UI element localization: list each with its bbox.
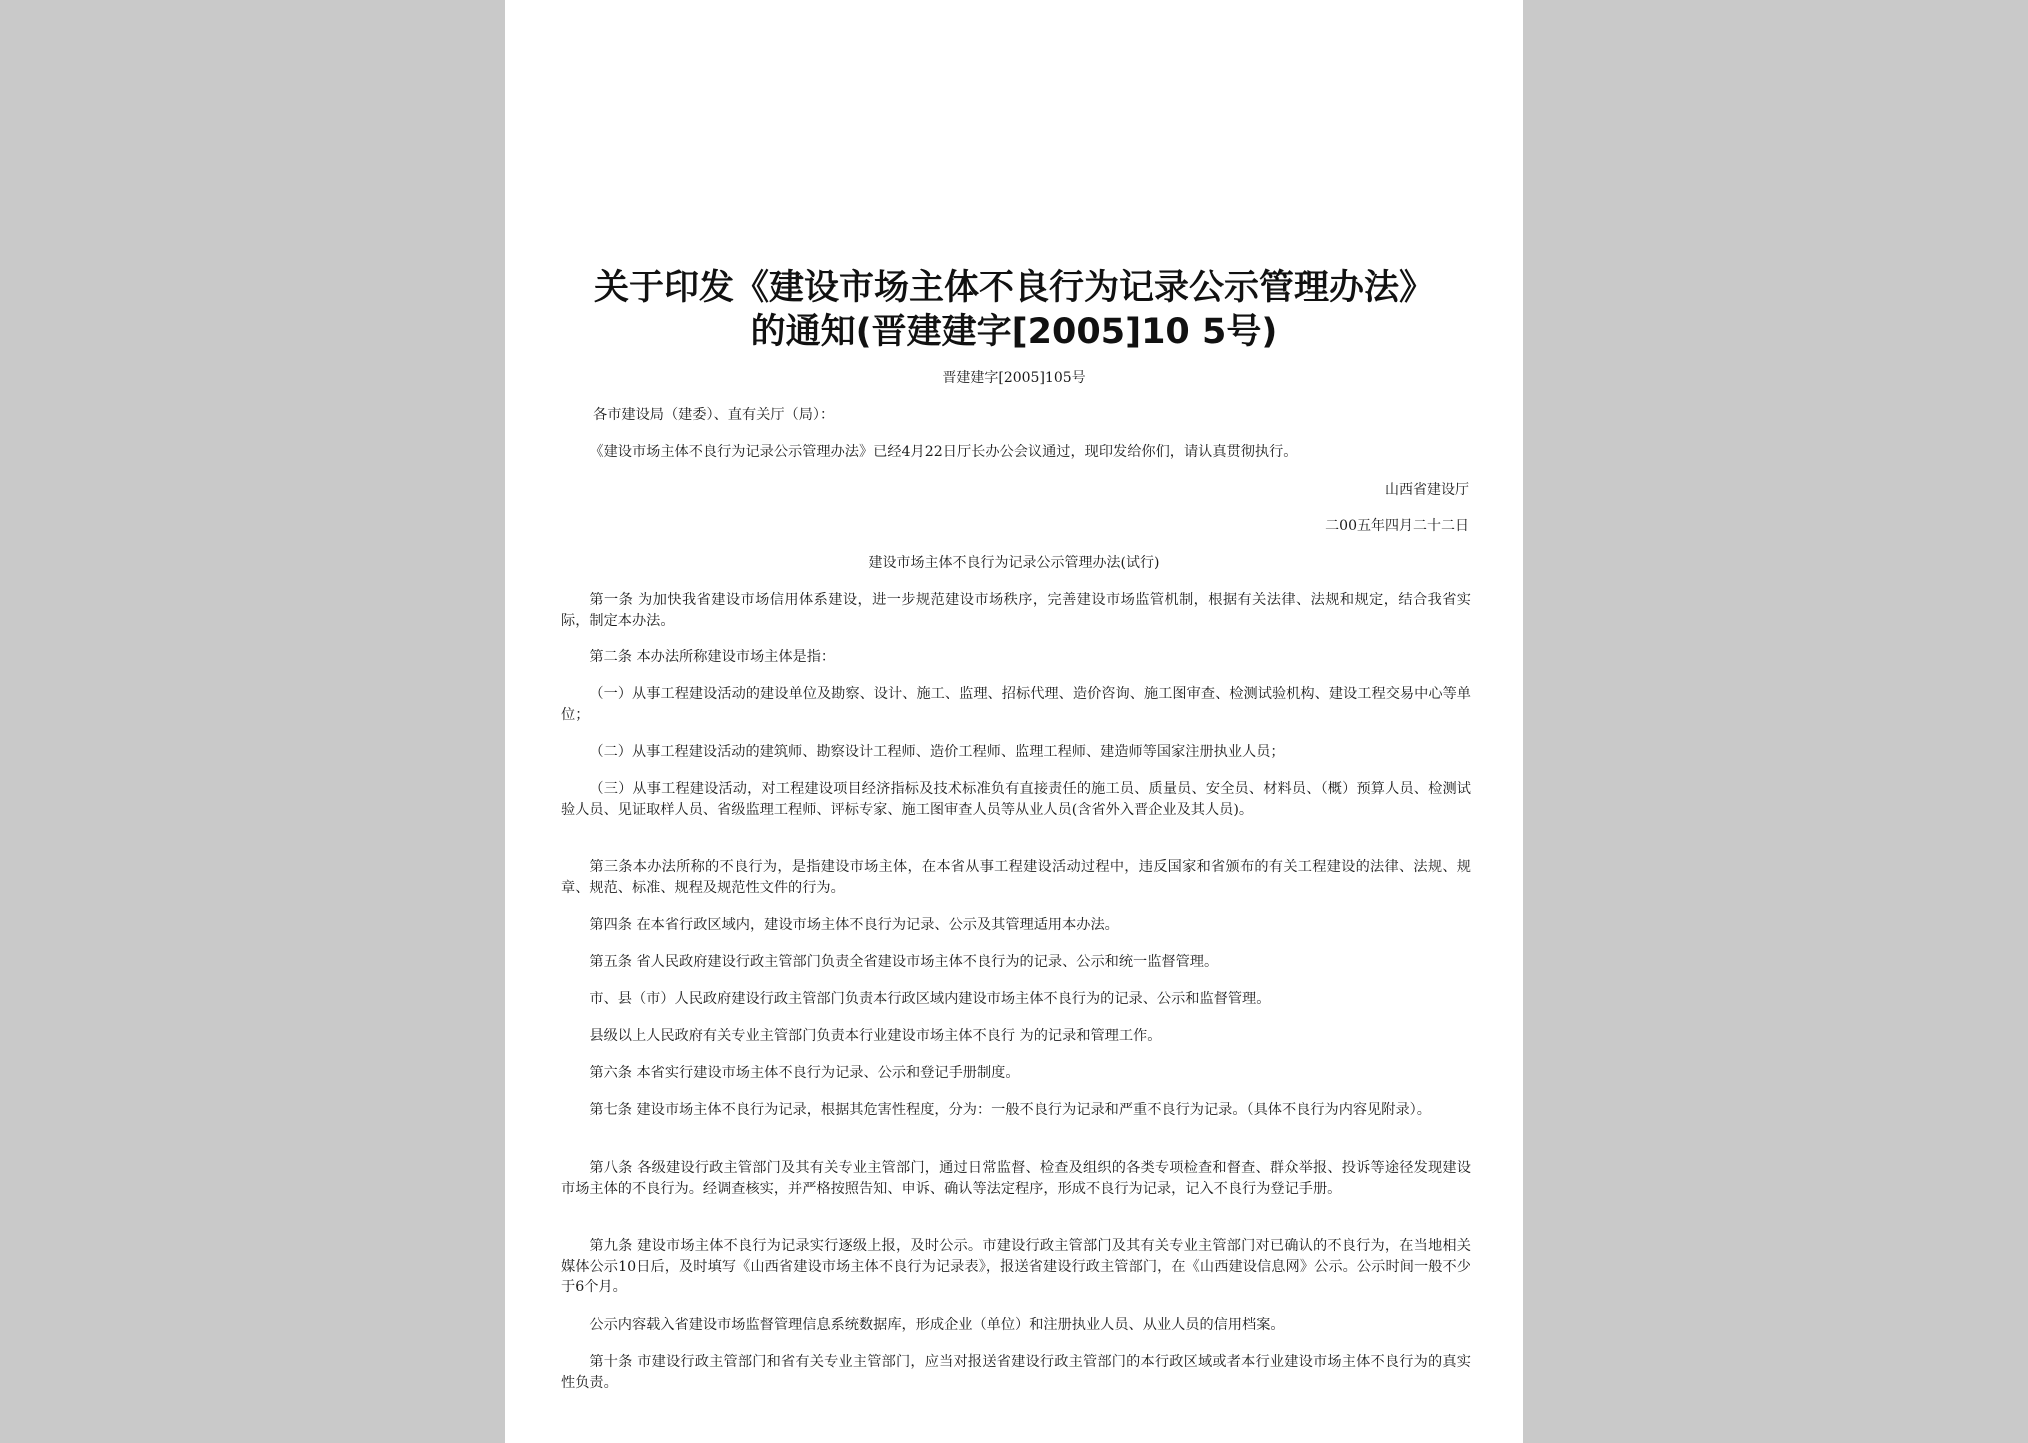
article-3: 第三条本办法所称的不良行为，是指建设市场主体，在本省从事工程建设活动过程中，违反国家和省颁布的有关工程建设的法律、法规、规章、规范、标准、规程及规范性文件的行为。	[561, 859, 1471, 896]
salutation: 各市建设局（建委）、直有关厅（局）：	[593, 407, 835, 423]
document-number: 晋建建字[2005]105号	[942, 370, 1086, 386]
regulation-subtitle: 建设市场主体不良行为记录公示管理办法(试行)	[868, 555, 1160, 571]
issue-date: 二00五年四月二十二日	[1325, 518, 1469, 534]
document-title-line2: 的通知(晋建建字[2005]10 5号)	[750, 312, 1278, 352]
article-2-item-2: （二）从事工程建设活动的建筑师、勘察设计工程师、造价工程师、监理工程师、建造师等国家注册执业人员；	[589, 744, 1285, 760]
article-5: 第五条 省人民政府建设行政主管部门负责全省建设市场主体不良行为的记录、公示和统一监督管理。	[589, 954, 1219, 970]
document-page	[505, 0, 1523, 1443]
issuer: 山西省建设厅	[1385, 482, 1469, 498]
article-2: 第二条 本办法所称建设市场主体是指：	[589, 649, 836, 665]
article-1: 第一条 为加快我省建设市场信用体系建设，进一步规范建设市场秩序，完善建设市场监管机制，根据有关法律、法规和规定，结合我省实际，制定本办法。	[561, 592, 1471, 629]
document-title-line1: 关于印发《建设市场主体不良行为记录公示管理办法》	[593, 268, 1434, 308]
article-7: 第七条 建设市场主体不良行为记录，根据其危害性程度，分为：一般不良行为记录和严重不良行为记录。（具体不良行为内容见附录）。	[589, 1102, 1431, 1118]
article-9: 第九条 建设市场主体不良行为记录实行逐级上报，及时公示。市建设行政主管部门及其有关专业主管部门对已确认的不良行为，在当地相关媒体公示10日后，及时填写《山西省建设市场主体不良行为记录表》，报送省建设行政主管部门，在《山西建设信息网》公示。公示时间一般不少于6个月。	[561, 1238, 1471, 1295]
article-8: 第八条 各级建设行政主管部门及其有关专业主管部门，通过日常监督、检查及组织的各类专项检查和督查、群众举报、投诉等途径发现建设市场主体的不良行为。经调查核实，并严格按照告知、申诉、确认等法定程序，形成不良行为记录，记入不良行为登记手册。	[561, 1160, 1471, 1197]
article-9-para-2: 公示内容载入省建设市场监督管理信息系统数据库，形成企业（单位）和注册执业人员、从业人员的信用档案。	[589, 1317, 1285, 1333]
article-5-para-2: 市、县（市）人民政府建设行政主管部门负责本行政区域内建设市场主体不良行为的记录、公示和监督管理。	[589, 991, 1271, 1007]
article-2-item-1: （一）从事工程建设活动的建设单位及勘察、设计、施工、监理、招标代理、造价咨询、施工图审查、检测试验机构、建设工程交易中心等单位；	[561, 686, 1471, 723]
intro-paragraph: 《建设市场主体不良行为记录公示管理办法》已经4月22日厅长办公会议通过，现印发给你们，请认真贯彻执行。	[589, 444, 1298, 460]
article-2-item-3: （三）从事工程建设活动，对工程建设项目经济指标及技术标准负有直接责任的施工员、质量员、安全员、材料员、（概）预算人员、检测试验人员、见证取样人员、省级监理工程师、评标专家、施工图审查人员等从业人员(含省外入晋企业及其人员)。	[561, 781, 1471, 818]
article-6: 第六条 本省实行建设市场主体不良行为记录、公示和登记手册制度。	[589, 1065, 1020, 1081]
article-4: 第四条 在本省行政区域内，建设市场主体不良行为记录、公示及其管理适用本办法。	[589, 917, 1119, 933]
article-5-para-3: 县级以上人民政府有关专业主管部门负责本行业建设市场主体不良行 为的记录和管理工作。	[589, 1028, 1162, 1044]
article-10: 第十条 市建设行政主管部门和省有关专业主管部门，应当对报送省建设行政主管部门的本行政区域或者本行业建设市场主体不良行为的真实性负责。	[561, 1354, 1471, 1391]
